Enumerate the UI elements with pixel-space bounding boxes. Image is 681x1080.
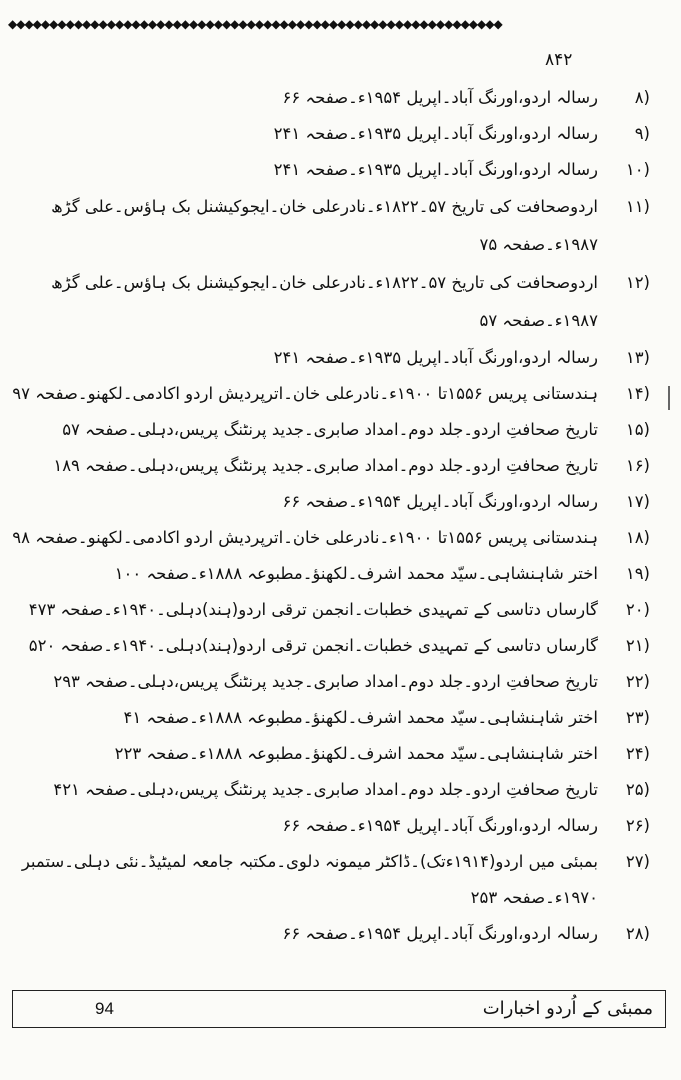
footnote-item <box>10 340 650 376</box>
footnote-text: گارساں دتاسی کے تمہیدی خطبات۔انجمن ترقی اردو(ہند)دہلی۔۱۹۴۰ء۔صفحہ ۵۲۰ <box>28 636 598 655</box>
footnote-text: تاریخ صحافتِ اردو۔جلد دوم۔امداد صابری۔جدید پرنٹنگ پریس،دہلی۔صفحہ ۲۹۳ <box>53 672 598 691</box>
footnote-number: ۱۷) <box>625 492 650 511</box>
footnote-number: ۱۸) <box>625 528 650 547</box>
footer-page-number: 94 <box>95 999 114 1018</box>
decorative-diamond-border: ◆◆◆◆◆◆◆◆◆◆◆◆◆◆◆◆◆◆◆◆◆◆◆◆◆◆◆◆◆◆◆◆◆◆◆◆◆◆◆◆◆◆◆◆◆◆◆◆◆◆◆◆◆◆◆◆◆◆◆◆ <box>8 17 502 31</box>
footnote-list <box>10 80 650 952</box>
footnote-text: تاریخ صحافتِ اردو۔جلد دوم۔امداد صابری۔جدید پرنٹنگ پریس،دہلی۔صفحہ ۱۸۹ <box>53 456 598 475</box>
footnote-number: ۲۰) <box>625 600 650 619</box>
footnote-item <box>10 376 650 412</box>
footnote-text: رسالہ اردو،اورنگ آباد۔اپریل ۱۹۳۵ء۔صفحہ ۲۴۱ <box>273 348 598 367</box>
footnote-number: ۱۳) <box>625 348 650 367</box>
page-number-top: ۸۴۲ <box>545 50 573 70</box>
footnote-item <box>10 188 650 264</box>
footnote-number: ۱۲) <box>625 273 650 292</box>
footnote-item <box>10 628 650 664</box>
footnote-number: ۲۶) <box>625 816 650 835</box>
footnote-text: اختر شاہنشاہی۔سیّد محمد اشرف۔لکھنؤ۔مطبوعہ ۱۸۸۸ء۔صفحہ ۱۰۰ <box>114 564 598 583</box>
footnote-number: ۲۷) <box>625 852 650 871</box>
footnote-text: رسالہ اردو،اورنگ آباد۔اپریل ۱۹۵۴ء۔صفحہ ۶۶ <box>282 492 598 511</box>
footnote-item <box>10 412 650 448</box>
footnote-number: ۲۸) <box>625 924 650 943</box>
footnote-item <box>10 520 650 556</box>
footnote-item <box>10 844 650 916</box>
footnote-number: ۱۶) <box>625 456 650 475</box>
footnote-item <box>10 808 650 844</box>
footnote-item <box>10 152 650 188</box>
footnote-text: رسالہ اردو،اورنگ آباد۔اپریل ۱۹۵۴ء۔صفحہ ۶۶ <box>282 88 598 107</box>
footnote-number: ۱۵) <box>625 420 650 439</box>
footnote-number: ۲۲) <box>625 672 650 691</box>
footnote-number: ۹) <box>634 124 650 143</box>
footnote-text: تاریخ صحافتِ اردو۔جلد دوم۔امداد صابری۔جدید پرنٹنگ پریس،دہلی۔صفحہ ۴۲۱ <box>53 780 598 799</box>
footnote-number: ۱۱) <box>625 197 650 216</box>
footnote-item <box>10 264 650 340</box>
footer-book-title: ممبئی کے اُردو اخبارات <box>482 998 653 1019</box>
footnote-item <box>10 772 650 808</box>
footnote-item <box>10 448 650 484</box>
footnote-text: گارساں دتاسی کے تمہیدی خطبات۔انجمن ترقی اردو(ہند)دہلی۔۱۹۴۰ء۔صفحہ ۴۷۳ <box>28 600 598 619</box>
footnote-item <box>10 556 650 592</box>
footnote-number: ۲۵) <box>625 780 650 799</box>
footnote-number: ۱۹) <box>625 564 650 583</box>
footnote-number: ۱۰) <box>625 160 650 179</box>
footnote-text: اختر شاہنشاہی۔سیّد محمد اشرف۔لکھنؤ۔مطبوعہ ۱۸۸۸ء۔صفحہ ۴۱ <box>123 708 598 727</box>
footnote-text: اردوصحافت کی تاریخ ۵۷۔۱۸۲۲ء۔نادرعلی خان۔ایجوکیشنل بک ہاؤس۔علی گڑھ ۱۹۸۷ء۔صفحہ ۵۷ <box>51 273 598 330</box>
footnote-text: رسالہ اردو،اورنگ آباد۔اپریل ۱۹۵۴ء۔صفحہ ۶۶ <box>282 816 598 835</box>
footnote-text: اردوصحافت کی تاریخ ۵۷۔۱۸۲۲ء۔نادرعلی خان۔ایجوکیشنل بک ہاؤس۔علی گڑھ ۱۹۸۷ء۔صفحہ ۷۵ <box>51 197 598 254</box>
footnote-item <box>10 116 650 152</box>
footnote-item <box>10 736 650 772</box>
footnote-item <box>10 916 650 952</box>
page-footer <box>12 990 666 1028</box>
footnote-number: ۲۳) <box>625 708 650 727</box>
footnote-number: ۲۱) <box>625 636 650 655</box>
footnote-text: ہندستانی پریس ۱۵۵۶تا ۱۹۰۰ء۔نادرعلی خان۔اترپردیش اردو اکادمی۔لکھنو۔صفحہ ۹۷ <box>12 384 598 403</box>
footnote-item <box>10 592 650 628</box>
footnote-item <box>10 664 650 700</box>
footnote-text: اختر شاہنشاہی۔سیّد محمد اشرف۔لکھنؤ۔مطبوعہ ۱۸۸۸ء۔صفحہ ۲۲۳ <box>114 744 598 763</box>
footnote-number: ۸) <box>634 88 650 107</box>
footnote-item <box>10 484 650 520</box>
footnote-number: ۲۴) <box>625 744 650 763</box>
footnote-text: ہندستانی پریس ۱۵۵۶تا ۱۹۰۰ء۔نادرعلی خان۔اترپردیش اردو اکادمی۔لکھنو۔صفحہ ۹۸ <box>12 528 598 547</box>
footnote-item <box>10 700 650 736</box>
footnote-text: رسالہ اردو،اورنگ آباد۔اپریل ۱۹۳۵ء۔صفحہ ۲۴۱ <box>273 124 598 143</box>
footnote-text: تاریخ صحافتِ اردو۔جلد دوم۔امداد صابری۔جدید پرنٹنگ پریس،دہلی۔صفحہ ۵۷ <box>62 420 598 439</box>
footnote-text: رسالہ اردو،اورنگ آباد۔اپریل ۱۹۵۴ء۔صفحہ ۶۶ <box>282 924 598 943</box>
margin-mark <box>668 386 670 410</box>
footnote-text: رسالہ اردو،اورنگ آباد۔اپریل ۱۹۳۵ء۔صفحہ ۲۴۱ <box>273 160 598 179</box>
footnote-text: بمبئی میں اردو(۱۹۱۴ءتک)۔ڈاکٹر میمونہ دلوی۔مکتبہ جامعہ لمیٹیڈ۔نئی دہلی۔ستمبر ۱۹۷۰ء۔صفحہ ۲۵۳ <box>21 852 598 907</box>
footnote-number: ۱۴) <box>625 384 650 403</box>
footnote-item <box>10 80 650 116</box>
